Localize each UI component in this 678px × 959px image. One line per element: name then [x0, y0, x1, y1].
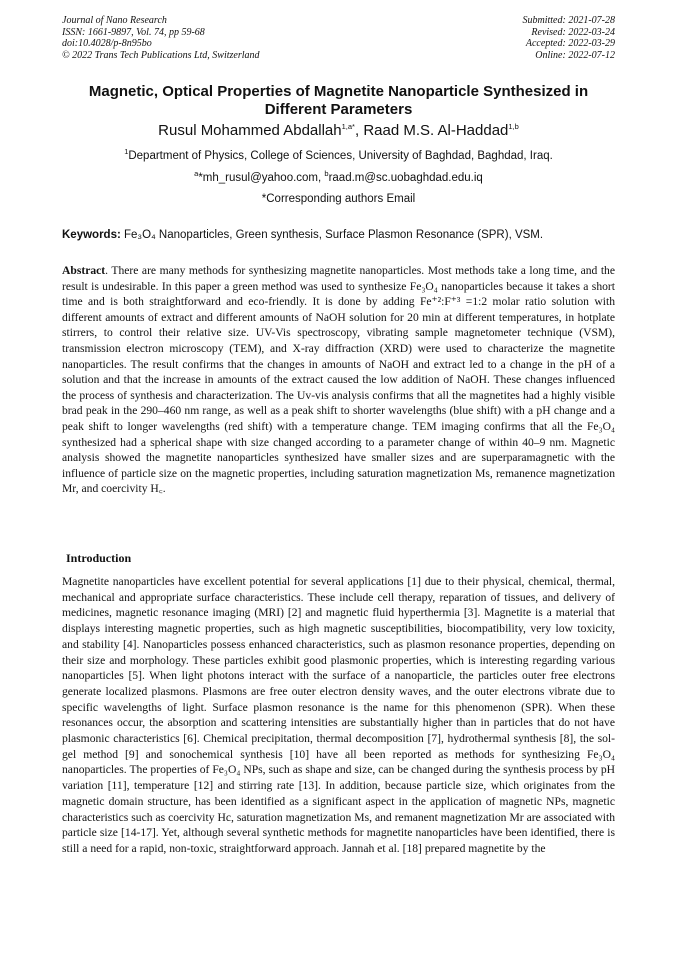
journal-info [62, 15, 260, 61]
introduction-heading: Introduction [66, 551, 132, 565]
email-a: *mh_rusul@yahoo.com, [198, 172, 325, 184]
author-separator: , [354, 122, 364, 139]
journal-copyright: © 2022 Trans Tech Publications Ltd, Switzerland [62, 49, 260, 61]
corresponding-note: *Corresponding authors Email [261, 193, 416, 205]
abstract-label: Abstract [62, 264, 106, 277]
email-b: raad.m@sc.uobaghdad.edu.iq [328, 172, 483, 184]
author-emails [62, 169, 615, 184]
author-1: Rusul Mohammed Abdallah [158, 122, 342, 139]
author-1-affiliation: 1,a* [341, 122, 355, 131]
email-b-marker: b [324, 169, 329, 179]
keywords-text: Fe₃O₄ Nanoparticles, Green synthesis, Surface Plasmon Resonance (SPR), VSM. [120, 229, 544, 241]
author-line [62, 122, 615, 139]
affiliation-text: Department of Physics, College of Sciences, University of Baghdad, Baghdad, Iraq. [128, 150, 553, 162]
author-2-affiliation: 1,b [508, 122, 519, 131]
date-accepted: Accepted: 2022-03-29 [525, 38, 615, 49]
date-revised: Revised: 2022-03-24 [531, 26, 615, 38]
journal-issn: ISSN: 1661-9897, Vol. 74, pp 59-68 [62, 26, 205, 38]
publication-dates [523, 15, 616, 61]
email-a-marker: a [194, 169, 199, 179]
abstract [62, 263, 615, 497]
journal-doi: doi:10.4028/p-8n95bo [62, 38, 152, 49]
date-submitted: Submitted: 2021-07-28 [522, 15, 615, 26]
date-online: Online: 2022-07-12 [535, 49, 615, 61]
journal-name: Journal of Nano Research [62, 15, 167, 26]
abstract-text: . There are many methods for synthesizing magnetite nanoparticles. Most methods take a long time, and the result is undesirable. In this paper a green method was used to synthesize Fe₃O₄ nanoparticles because it takes a short time and is both straightforward and eco-friendly. It is done by adding Fe⁺²:F⁺³ =1:2 molar ratio solution with different amounts of extract and different amounts of NaOH solution for 20 min at different temperatures, in hotplate stirrers, to control their relative size. UV-Vis spectroscopy, vibrating sample magnetometer technique (VSM), transmission electron microscopy (TEM), and X-ray diffraction (XRD) were used to characterize the magnetite nanoparticles. The result confirms that the changes in amounts of NaOH and extract led to a change in the pH of a solution and that the increase in amounts of the extract caused the low addition of NaOH. These changes influenced the process of synthesis and characterization. The Uv-vis analysis confirms that all the magnetites had a highly visible brad peak in the 290–460 nm range, as well as a peak shift to shorter wavelengths (blue shift) with a pH change and a peak shift to longer wavelengths (red shift) with a temperature change. TEM imaging confirms that all the Fe₃O₄ synthesized had a spherical shape with size changed according to a parameter change of within 40–9 nm. Magnetic analysis showed the magnetite nanoparticles synthesized have smaller sizes and are superparamagnetic with the influence of particle size on the magnetic properties, including saturation magnetization Ms, remanence magnetization Mr, and coercivity H꜀. [62, 264, 615, 496]
author-2: Raad M.S. Al-Haddad [363, 122, 509, 139]
paper-title: Magnetic, Optical Properties of Magnetite Nanoparticle Synthesized in Different Parameters [88, 83, 589, 118]
affiliation [62, 147, 615, 162]
keywords-label: Keywords: [62, 229, 121, 241]
introduction-text: Magnetite nanoparticles have excellent potential for several applications [1] due to their physical, chemical, thermal, mechanical and appropriate surface characteristics. These include cell therapy, reparation of tissues, and delivery of medicines, magnetic resonance imaging (MRI) [2] and magnetic fluid hyperthermia [3]. Magnetite is a material that displays interesting magnetic properties, such as high magnetic susceptibilities, biocompatibility, very low toxicity, and stability [4]. Nanoparticles possess enhanced characteristics, such as plasmon resonance properties, depending on their size and morphology. These particles exhibit good plasmonic properties, which is interesting regarding various nanoparticles [5]. When light photons interact with the surface of a nanoparticle, the particles outer free electrons generate localized plasmons. Plasmons are free outer electron density waves, and the outer electrons vibrate due to specific wavelengths of light. Surface plasmon resonance is the name for this phenomenon (SPR). When these resonances occur, the absorption and scattering intensities are substantially higher than in particles that do not have plasmonic characteristics [6]. Chemical precipitation, thermal decomposition [7], hydrothermal synthesis [8], the sol-gel method [9] and sonochemical synthesis [10] have all been reported as methods for synthesizing Fe₃O₄ nanoparticles. The properties of Fe₃O₄ NPs, such as shape and size, can be changed during the synthesis process by pH variation [11], temperature [12] and stirring rate [13]. In addition, because particle size, which originates from the magnetic domain structure, has been identified as a significant aspect in the application of magnetic NPs, magnetic characteristics such as coercivity Hc, saturation magnetization Ms, and remanent magnetization Mr are associated with particle size [14-17]. Yet, although several synthetic methods for magnetite nanoparticles have been identified, there is still a need for a rapid, non-toxic, straightforward approach. Jannah et al. [18] prepared magnetite by the [62, 575, 615, 855]
keywords [62, 229, 615, 241]
affiliation-marker: 1 [124, 147, 129, 157]
